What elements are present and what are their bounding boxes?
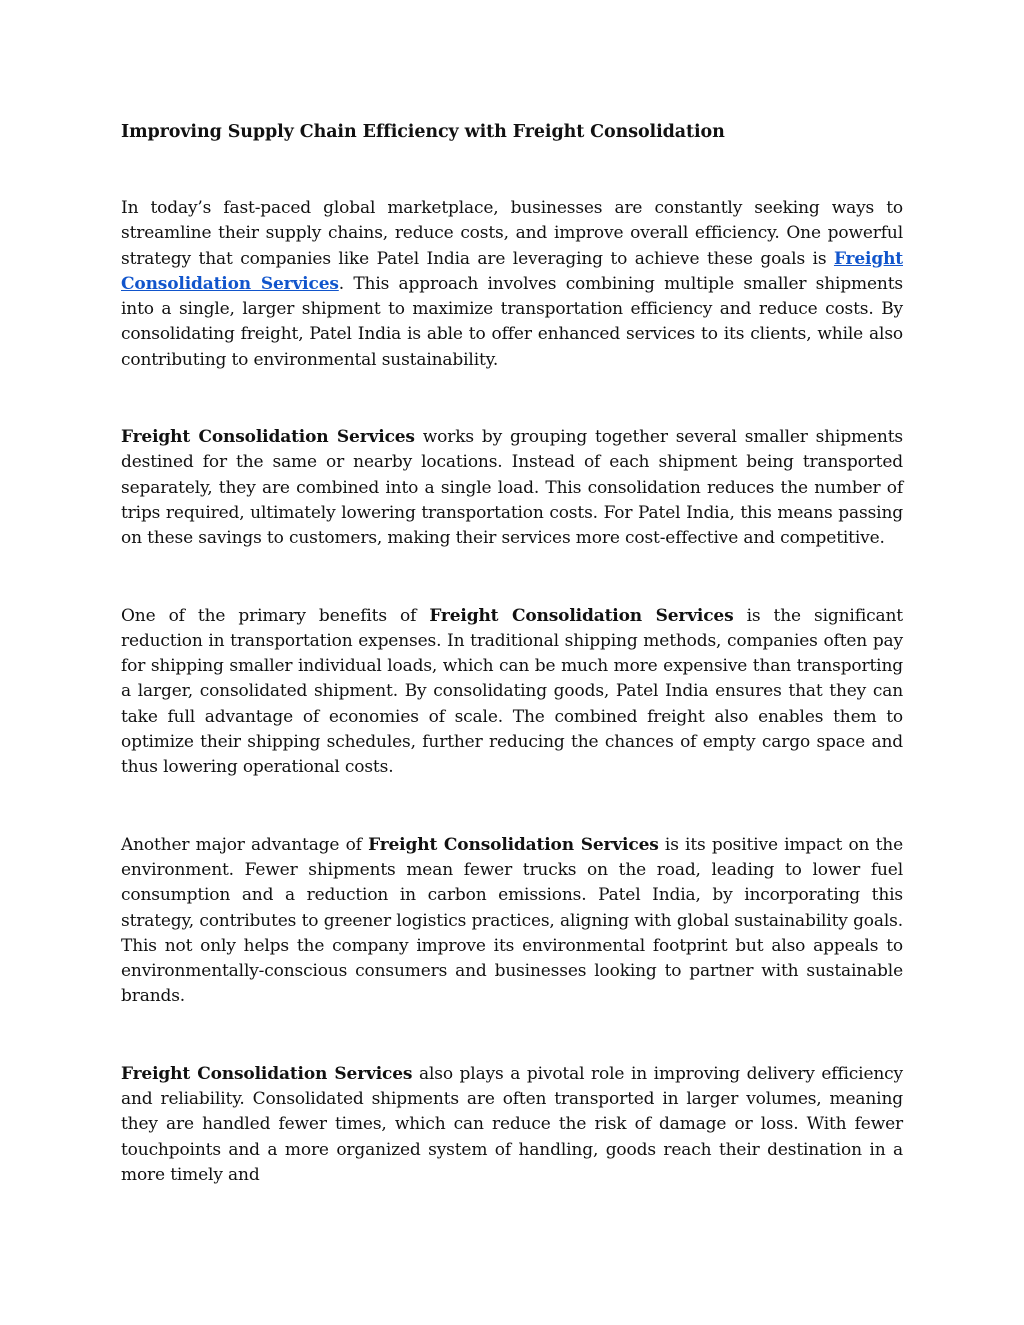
bold-term: Freight Consolidation Services xyxy=(121,427,415,448)
paragraph-text: Another major advantage of xyxy=(121,834,369,855)
paragraph-text: In today’s fast-paced global marketplace, businesses are constantly seeking ways to streamline their supply chains, reduce costs, and improve overall efficiency. One powerful strategy that companies like Patel India are leveraging to achieve these goals is xyxy=(121,198,903,269)
bold-term: Freight Consolidation Services xyxy=(121,1063,413,1084)
paragraph-delivery-efficiency xyxy=(121,1062,903,1188)
paragraph-environment xyxy=(121,833,903,1010)
document-title: Improving Supply Chain Efficiency with Freight Consolidation xyxy=(121,122,725,142)
freight-consolidation-services-link[interactable]: Freight Consolidation Services xyxy=(121,248,903,294)
paragraph-text: also plays a pivotal role in improving delivery efficiency and reliability. Consolidated shipments are often transported in larger volumes, meaning they are handled fewer times, which can reduce the risk of damage or loss. With fewer touchpoints and a more organized system of handling, goods reach their destination in a more timely and xyxy=(121,1063,903,1185)
paragraph-text: . This approach involves combining multiple smaller shipments into a single, larger shipment to maximize transportation efficiency and reduce costs. By consolidating freight, Patel India is able to offer enhanced services to its clients, while also contributing to environmental sustainability. xyxy=(121,273,903,370)
paragraph-text: is the significant reduction in transportation expenses. In traditional shipping methods, companies often pay for shipping smaller individual loads, which can be much more expensive than transporting a larger, consolidated shipment. By consolidating goods, Patel India ensures that they can take full advantage of economies of scale. The combined freight also enables them to optimize their shipping schedules, further reducing the chances of empty cargo space and thus lowering operational costs. xyxy=(121,605,903,778)
paragraph-text: is its positive impact on the environment. Fewer shipments mean fewer trucks on the road, leading to lower fuel consumption and a reduction in carbon emissions. Patel India, by incorporating this strategy, contributes to greener logistics practices, aligning with global sustainability goals. This not only helps the company improve its environmental footprint but also appeals to environmentally-conscious consumers and businesses looking to partner with sustainable brands. xyxy=(121,834,903,1007)
paragraph-intro xyxy=(121,196,903,373)
document-page xyxy=(121,118,903,1240)
paragraph-cost-benefits xyxy=(121,604,903,781)
paragraph-text: works by grouping together several smaller shipments destined for the same or nearby locations. Instead of each shipment being transported separately, they are combined into a single load. This consolidation reduces the number of trips required, ultimately lowering transportation costs. For Patel India, this means passing on these savings to customers, making their services more cost-effective and competitive. xyxy=(121,427,903,549)
bold-term: Freight Consolidation Services xyxy=(368,834,659,855)
paragraph-how-it-works xyxy=(121,425,903,551)
bold-term: Freight Consolidation Services xyxy=(429,605,734,626)
paragraph-text: One of the primary benefits of xyxy=(121,605,430,626)
